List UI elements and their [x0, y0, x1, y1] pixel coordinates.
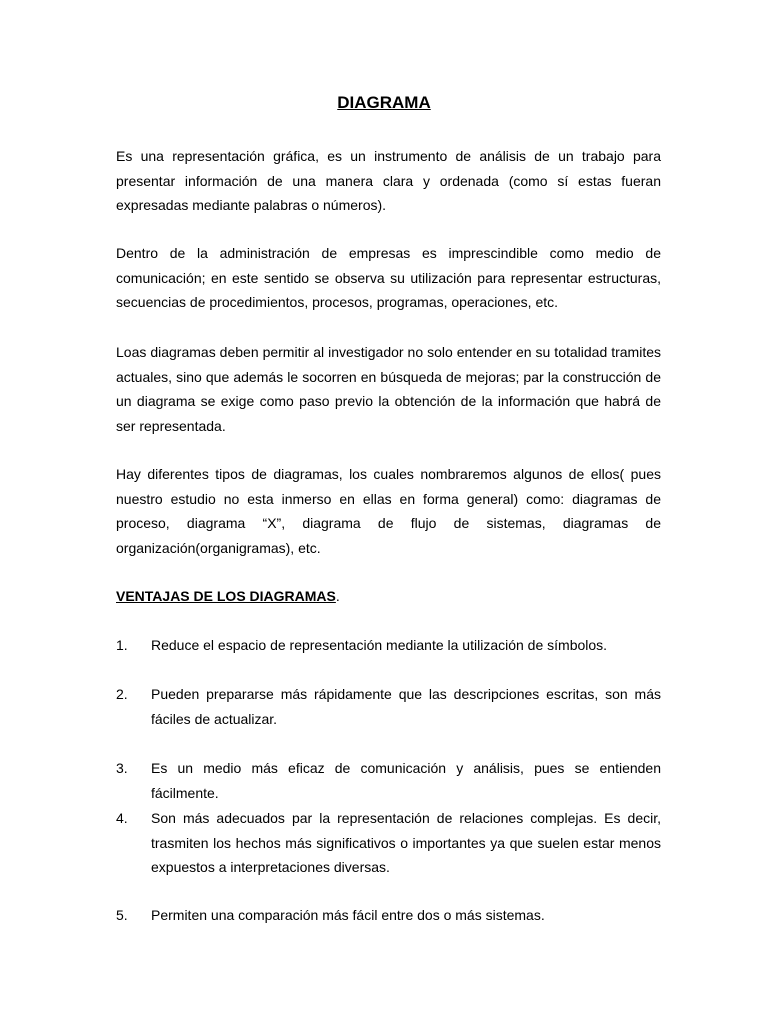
list-item-text: Permiten una comparación más fácil entre dos o más sistemas. — [151, 907, 545, 923]
section-heading — [116, 584, 340, 609]
paragraph-investigator: Loas diagramas deben permitir al investigador no solo entender en su totalidad tramites actuales, sino que además le socorren en búsqueda de mejoras; par la construcción de un diagrama se exige como paso previo la obtención de la información que habrá de ser representada. — [116, 344, 661, 434]
list-item-number: 5. — [116, 907, 128, 923]
section-heading-text: VENTAJAS DE LOS DIAGRAMAS — [116, 588, 336, 604]
list-item — [116, 806, 661, 880]
list-item — [116, 903, 661, 928]
list-item-number: 3. — [116, 760, 128, 776]
list-item — [116, 756, 661, 805]
paragraph-administration: Dentro de la administración de empresas es imprescindible como medio de comunicación; en este sentido se observa su utilización para representar estructuras, secuencias de procedimientos, procesos, programas, operaciones, etc. — [116, 245, 661, 310]
list-item — [116, 682, 661, 731]
paragraph-types: Hay diferentes tipos de diagramas, los cuales nombraremos algunos de ellos( pues nuestro estudio no esta inmerso en ellas en forma general) como: diagramas de proceso, diagrama “X”, diagrama de flujo de sistemas, diagramas de organización(organigramas), etc. — [116, 466, 661, 556]
list-item-number: 1. — [116, 637, 128, 653]
document-title: DIAGRAMA — [337, 93, 431, 112]
paragraph-definition: Es una representación gráfica, es un instrumento de análisis de un trabajo para presentar información de una manera clara y ordenada (como sí estas fueran expresadas mediante palabras o números). — [116, 148, 661, 213]
list-item — [116, 633, 661, 658]
section-heading-period: . — [335, 588, 340, 604]
list-item-text: Pueden prepararse más rápidamente que las descripciones escritas, son más fáciles de actualizar. — [151, 686, 661, 727]
list-item-number: 2. — [116, 686, 128, 702]
list-item-number: 4. — [116, 810, 128, 826]
list-item-text: Es un medio más eficaz de comunicación y análisis, pues se entienden fácilmente. — [151, 760, 661, 801]
list-item-text: Reduce el espacio de representación mediante la utilización de símbolos. — [151, 637, 608, 653]
list-item-text: Son más adecuados par la representación de relaciones complejas. Es decir, trasmiten los hechos más significativos o importantes ya que suelen estar menos expuestos a interpretaciones diversas. — [151, 810, 661, 875]
